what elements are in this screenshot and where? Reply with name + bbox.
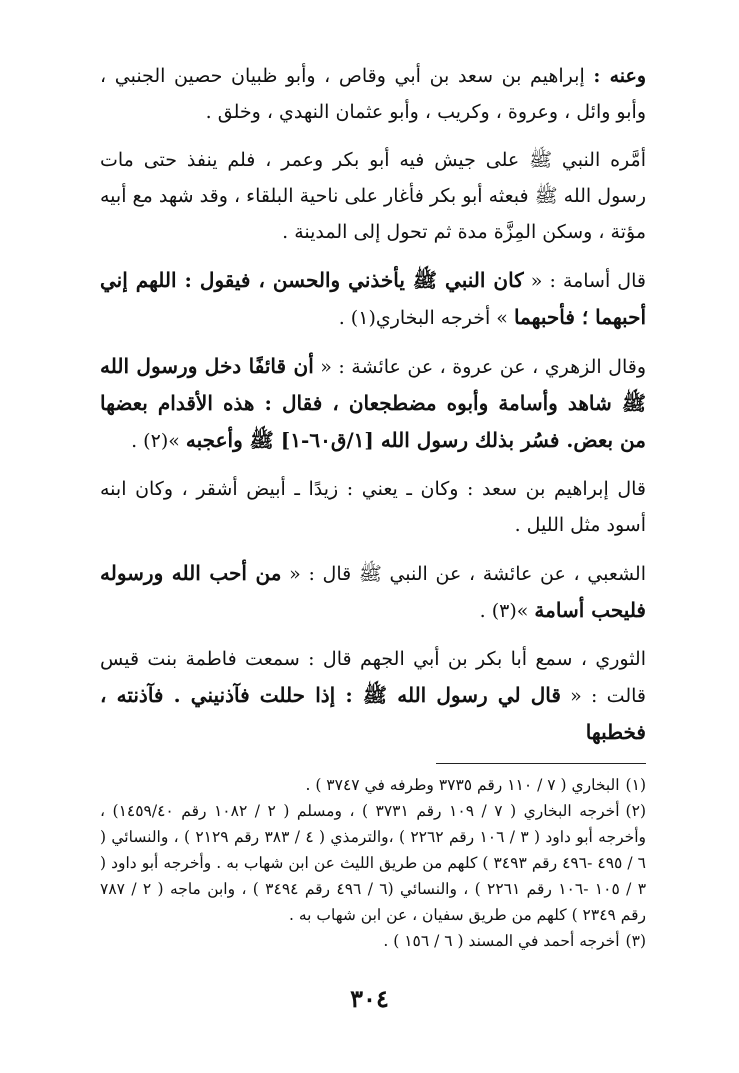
paragraph-4 xyxy=(100,348,646,459)
footnote-number: (٣) xyxy=(625,932,646,950)
paragraph-post: »(٢) . xyxy=(131,430,180,452)
hadith-text: كان النبي ﷺ يأخذني والحسن ، فيقول : اللهم إني أحبهما ؛ فأحبهما xyxy=(100,268,646,329)
footnote-1 xyxy=(100,772,646,798)
page-number: ٣٠٤ xyxy=(350,984,389,1013)
paragraph-lead: وعنه : xyxy=(593,65,646,87)
paragraph-post: » أخرجه البخاري(١) . xyxy=(338,307,508,329)
paragraph-pre: الشعبي ، عن عائشة ، عن النبي ﷺ قال : « xyxy=(289,563,646,585)
paragraph-pre: قال أسامة : « xyxy=(530,270,646,292)
paragraph-post: »(٣) . xyxy=(479,600,529,622)
paragraph-5 xyxy=(100,471,646,543)
paragraph-2 xyxy=(100,142,646,250)
footnote-text: أخرجه البخاري ( ٧ / ١٠٩ رقم ٣٧٣١ ) ، ومسلم ( ٢ / ١٠٨٢ رقم ١٤٥٩/٤٠) ، وأخرجه أبو داود ( ٣ / ١٠٦ رقم ٢٢٦٢ ) ،والترمذي ( ٤ / ٣٨٣ رقم ٢١٢٩ ) ، والنسائي ( ٦ / ٤٩٥ -٤٩٦ رقم ٣٤٩٣ ) كلهم من طريق الليث عن ابن شهاب به . وأخرجه أبو داود ( ٣ / ١٠٥ -١٠٦ رقم ٢٢٦١ ) ، والنسائي (٦ / ٤٩٦ رقم ٣٤٩٤ ) ، وابن ماجه ( ٢ / ٧٨٧ رقم ٢٣٤٩ ) كلهم من طريق سفيان ، عن ابن شهاب به . xyxy=(100,802,647,924)
paragraph-6 xyxy=(100,555,646,629)
paragraph-text: قال إبراهيم بن سعد : وكان ـ يعني : زيدًا ـ أبيض أشقر ، وكان ابنه أسود مثل الليل . xyxy=(100,478,646,536)
footnote-text: البخاري ( ٧ / ١١٠ رقم ٣٧٣٥ وطرفه في ٣٧٤٧ ) . xyxy=(305,776,620,794)
hadith-text: أن قائفًا دخل ورسول الله ﷺ شاهد وأسامة وأبوه مضطجعان ، فقال : هذه الأقدام بعضها من بعض. فسُر بذلك رسول الله [١/ق٦٠-١] ﷺ وأعجبه xyxy=(100,354,646,452)
footnote-number: (١) xyxy=(625,776,646,794)
footnote-number: (٢) xyxy=(625,802,646,820)
paragraph-pre: وقال الزهري ، عن عروة ، عن عائشة : « xyxy=(320,356,646,378)
paragraph-7 xyxy=(100,641,646,751)
footnote-2 xyxy=(100,798,646,928)
paragraph-text: أمَّره النبي ﷺ على جيش فيه أبو بكر وعمر ، فلم ينفذ حتى مات رسول الله ﷺ فبعثه أبو بكر فأغار على ناحية البلقاء ، وقد شهد مع أبيه مؤتة ، وسكن المِزَّة مدة ثم تحول إلى المدينة . xyxy=(100,149,646,243)
footnote-divider xyxy=(436,763,646,764)
paragraph-1 xyxy=(100,58,646,130)
footnote-text: أخرجه أحمد في المسند ( ٦ / ١٥٦ ) . xyxy=(383,932,620,950)
footnote-3 xyxy=(100,928,646,954)
paragraph-pre: الثوري ، سمع أبا بكر بن أبي الجهم قال : سمعت فاطمة بنت قيس قالت : « xyxy=(100,648,646,707)
paragraph-3 xyxy=(100,262,646,336)
hadith-text: من أحب الله ورسوله فليحب أسامة xyxy=(100,561,646,622)
hadith-text: قال لي رسول الله ﷺ : إذا حللت فآذنيني . فآذنته ، فخطبها xyxy=(100,683,646,744)
paragraph-text: إبراهيم بن سعد بن أبي وقاص ، وأبو ظبيان حصين الجنبي ، وأبو وائل ، وعروة ، وكريب ، وأبو عثمان النهدي ، وخلق . xyxy=(100,65,646,123)
